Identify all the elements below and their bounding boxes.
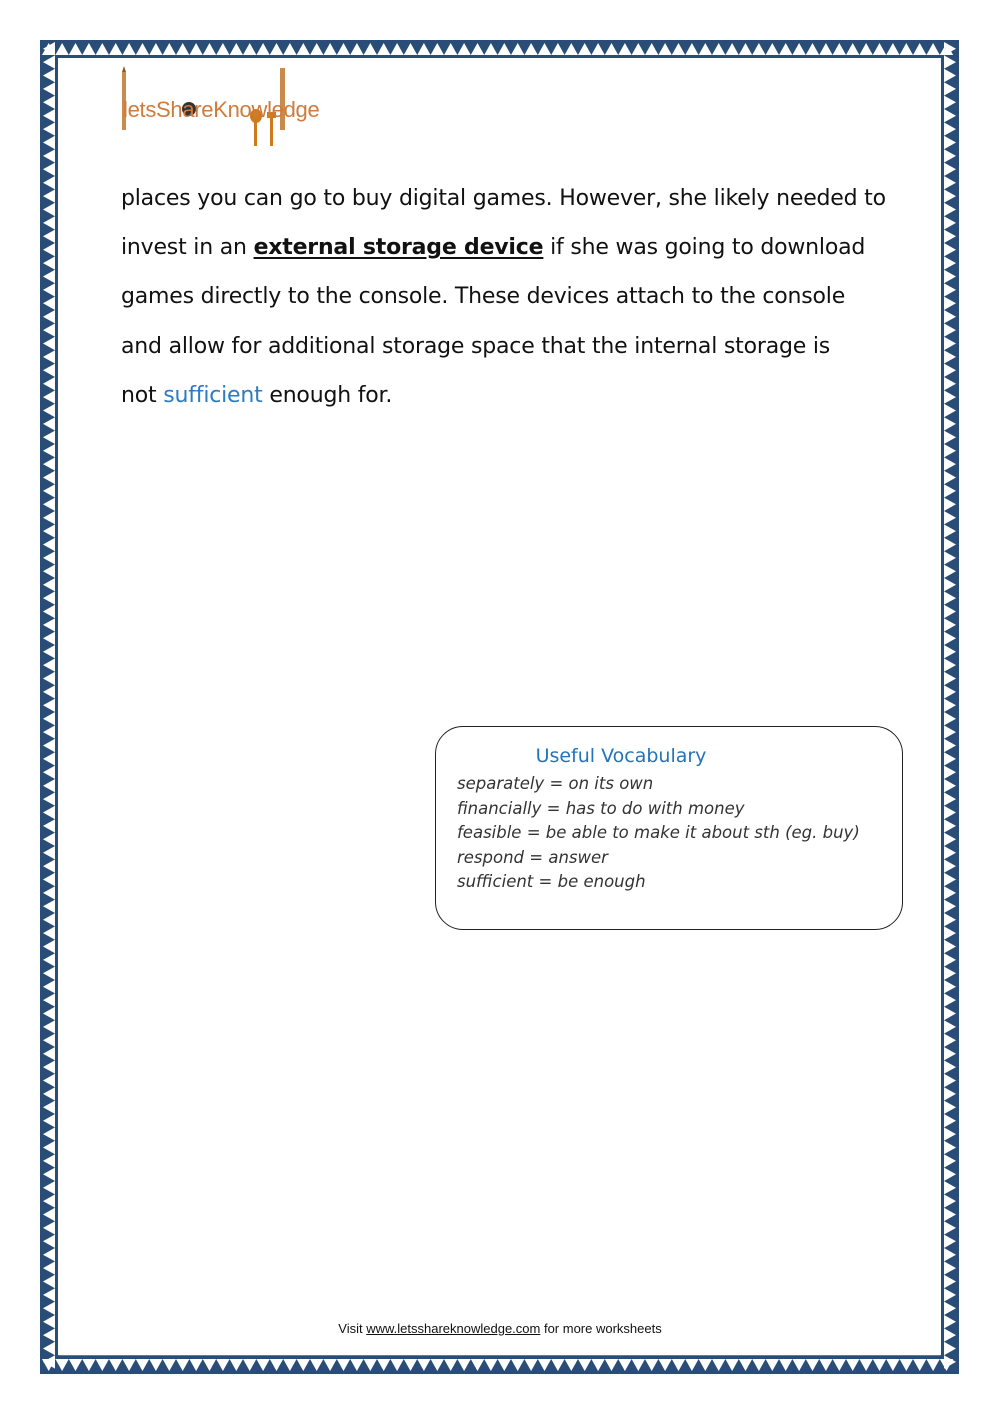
vocabulary-highlight: sufficient	[163, 382, 263, 408]
passage-line: not sufficient enough for.	[121, 382, 393, 408]
passage-line: invest in an external storage device if she was going to download	[121, 235, 866, 261]
passage-line: games directly to the console. These devices attach to the console	[121, 284, 846, 310]
vocabulary-list	[457, 772, 860, 895]
vocabulary-item: sufficient = be enough	[457, 872, 646, 892]
site-logo	[118, 64, 348, 148]
vocabulary-item: separately = on its own	[457, 774, 654, 793]
passage-line: places you can go to buy digital games. However, she likely needed to	[121, 186, 886, 211]
page-footer: Visit www.letsshareknowledge.com for more worksheets	[338, 1321, 662, 1336]
key-term: external storage device	[253, 235, 544, 261]
footer-link[interactable]: www.letsshareknowledge.com	[366, 1321, 541, 1336]
vocabulary-item: financially = has to do with money	[457, 798, 745, 818]
logo-text: letsShareKnowledge	[123, 97, 320, 122]
vocabulary-item: feasible = be able to make it about sth (eg. buy)	[457, 823, 860, 843]
vocabulary-box	[435, 726, 903, 930]
vocabulary-item: respond = answer	[457, 847, 608, 867]
vocabulary-title: Useful Vocabulary	[535, 745, 707, 767]
reading-passage	[121, 174, 911, 420]
passage-line: and allow for additional storage space that the internal storage is	[121, 333, 831, 359]
